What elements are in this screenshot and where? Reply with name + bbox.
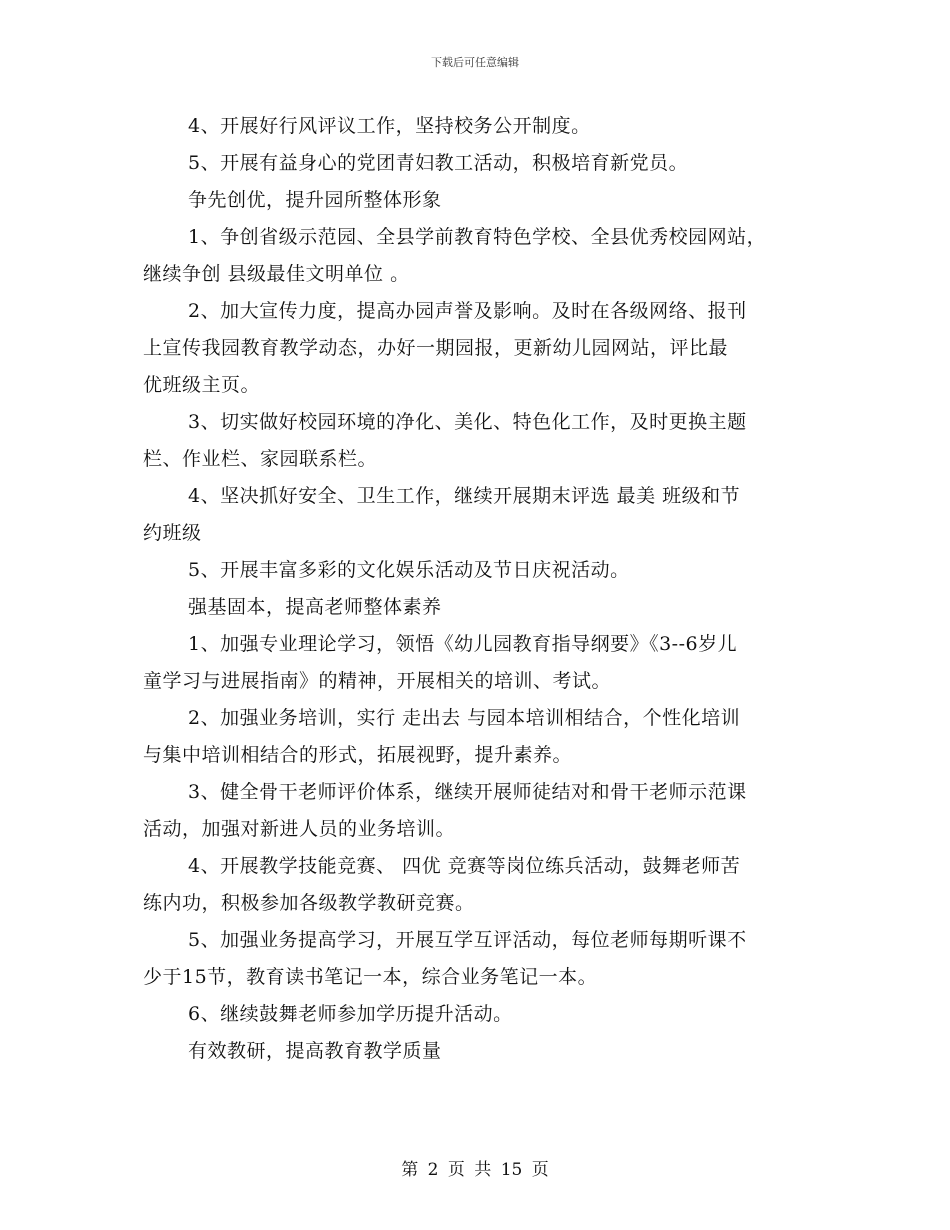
body-line: 练内功，积极参加各级教学教研竞赛。: [143, 892, 475, 914]
document-body: [143, 108, 823, 1070]
body-line: 4、坚决抓好安全、卫生工作，继续开展期末评选 最美 班级和节: [188, 485, 741, 507]
body-line: 5、开展有益身心的党团青妇教工活动，积极培育新党员。: [188, 152, 689, 174]
body-line: 优班级主页。: [143, 374, 261, 396]
page-number-footer: 第 2 页 共 15 页: [401, 1160, 549, 1180]
body-line: 5、开展丰富多彩的文化娱乐活动及节日庆祝活动。: [188, 559, 630, 581]
body-line: 1、加强专业理论学习，领悟《幼儿园教育指导纲要》《3--6岁儿: [188, 633, 738, 655]
body-line: 继续争创 县级最佳文明单位 。: [143, 263, 410, 285]
body-line: 少于15节，教育读书笔记一本，综合业务笔记一本。: [143, 966, 598, 988]
body-line: 上宣传我园教育教学动态，办好一期园报，更新幼儿园网站，评比最: [143, 337, 729, 359]
body-line: 1、争创省级示范园、全县学前教育特色学校、全县优秀校园网站，: [188, 226, 767, 248]
body-line: 活动，加强对新进人员的业务培训。: [143, 818, 456, 840]
page-header: 下载后可任意编辑: [431, 56, 519, 69]
section-heading: 有效教研，提高教育教学质量: [188, 1040, 442, 1062]
body-line: 3、切实做好校园环境的净化、美化、特色化工作，及时更换主题: [188, 411, 747, 433]
body-line: 童学习与进展指南》的精神，开展相关的培训、考试。: [143, 670, 612, 692]
body-line: 3、健全骨干老师评价体系，继续开展师徒结对和骨干老师示范课: [188, 781, 747, 803]
body-line: 4、开展教学技能竞赛、 四优 竞赛等岗位练兵活动，鼓舞老师苦: [188, 855, 741, 877]
body-line: 2、加大宣传力度，提高办园声誉及影响。及时在各级网络、报刊: [188, 300, 747, 322]
body-line: 5、加强业务提高学习，开展互学互评活动，每位老师每期听课不: [188, 929, 747, 951]
body-line: 4、开展好行风评议工作，坚持校务公开制度。: [188, 115, 591, 137]
body-line: 与集中培训相结合的形式，拓展视野，提升素养。: [143, 744, 573, 766]
body-line: 2、加强业务培训，实行 走出去 与园本培训相结合，个性化培训: [188, 707, 741, 729]
section-heading: 争先创优，提升园所整体形象: [188, 189, 442, 211]
body-line: 6、继续鼓舞老师参加学历提升活动。: [188, 1003, 513, 1025]
section-heading: 强基固本，提高老师整体素养: [188, 596, 442, 618]
body-line: 栏、作业栏、家园联系栏。: [143, 448, 378, 470]
body-line: 约班级: [143, 522, 202, 544]
